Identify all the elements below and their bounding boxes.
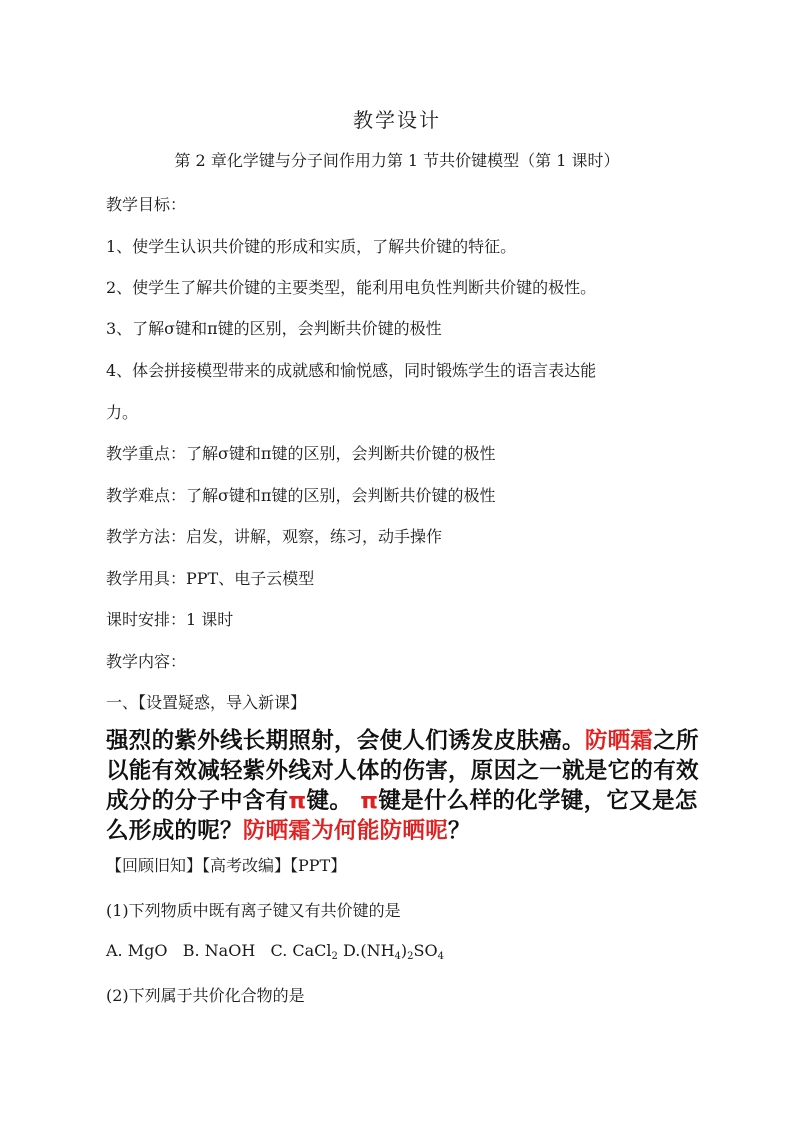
option-d-prefix: D.(NH	[343, 941, 395, 960]
option-d-subscript-3: 4	[437, 951, 444, 962]
option-b: B. NaOH	[182, 941, 256, 960]
option-d	[343, 941, 444, 960]
goal-item-4-line1: 4、体会拼接模型带来的成就感和愉悦感，同时锻炼学生的语言表达能	[106, 361, 597, 380]
goal-item-2: 2、使学生了解共价键的主要类型，能利用电负性判断共价键的极性。	[106, 278, 597, 297]
teaching-tools: 教学用具：PPT、电子云模型	[106, 569, 315, 588]
schedule: 课时安排：1 课时	[106, 610, 234, 629]
option-a: A. MgO	[106, 941, 168, 960]
intro-text-3: 键。	[306, 788, 353, 814]
section-1-heading: 一、【设置疑惑，导入新课】	[106, 693, 307, 712]
question-2: (2)下列属于共价化合物的是	[106, 986, 305, 1005]
intro-highlight-pi-2: π	[360, 788, 379, 814]
option-c-subscript: 2	[331, 951, 338, 962]
chapter-subtitle: 第 2 章化学键与分子间作用力第 1 节共价键模型（第 1 课时）	[174, 151, 620, 170]
review-tags: 【回顾旧知】【高考改编】【PPT】	[106, 856, 347, 875]
goals-heading: 教学目标：	[106, 195, 187, 214]
intro-text-1: 强烈的紫外线长期照射，会使人们诱发皮肤癌。	[106, 728, 585, 754]
goal-item-1: 1、使学生认识共价键的形成和实质，了解共价键的特征。	[106, 237, 517, 256]
option-d-subscript-2: 2	[407, 951, 414, 962]
key-point: 教学重点：了解σ键和π键的区别，会判断共价键的极性	[106, 444, 496, 463]
goal-item-4-line2: 力。	[106, 403, 139, 422]
option-d-so: SO	[413, 941, 438, 960]
intro-highlight-question: 防晒霜为何能防晒呢	[242, 818, 449, 844]
intro-text-5: ？	[448, 818, 471, 844]
content-heading: 教学内容：	[106, 652, 187, 671]
question-1-options	[106, 941, 444, 962]
intro-paragraph	[106, 726, 706, 846]
intro-highlight-pi-1: π	[288, 788, 307, 814]
difficulty: 教学难点：了解σ键和π键的区别，会判断共价键的极性	[106, 486, 496, 505]
page-title: 教学设计	[353, 108, 441, 132]
option-c-text: C. CaCl	[270, 941, 332, 960]
intro-highlight-sunscreen: 防晒霜	[584, 728, 654, 754]
intro-text-2: 之所以能有效减轻紫外线对人体的伤害，原因之一就是它的有效成分的分子中含有	[106, 728, 699, 814]
option-d-subscript-1: 4	[394, 951, 401, 962]
intro-text-4: 键是什么样的化学键，它又是怎么形成的呢？	[106, 788, 698, 844]
goal-item-3: 3、了解σ键和π键的区别，会判断共价键的极性	[106, 319, 442, 338]
option-c	[271, 941, 338, 960]
teaching-method: 教学方法：启发，讲解，观察，练习，动手操作	[106, 527, 443, 546]
question-1: (1)下列物质中既有离子键又有共价键的是	[106, 901, 401, 920]
option-d-paren: )	[400, 941, 408, 960]
